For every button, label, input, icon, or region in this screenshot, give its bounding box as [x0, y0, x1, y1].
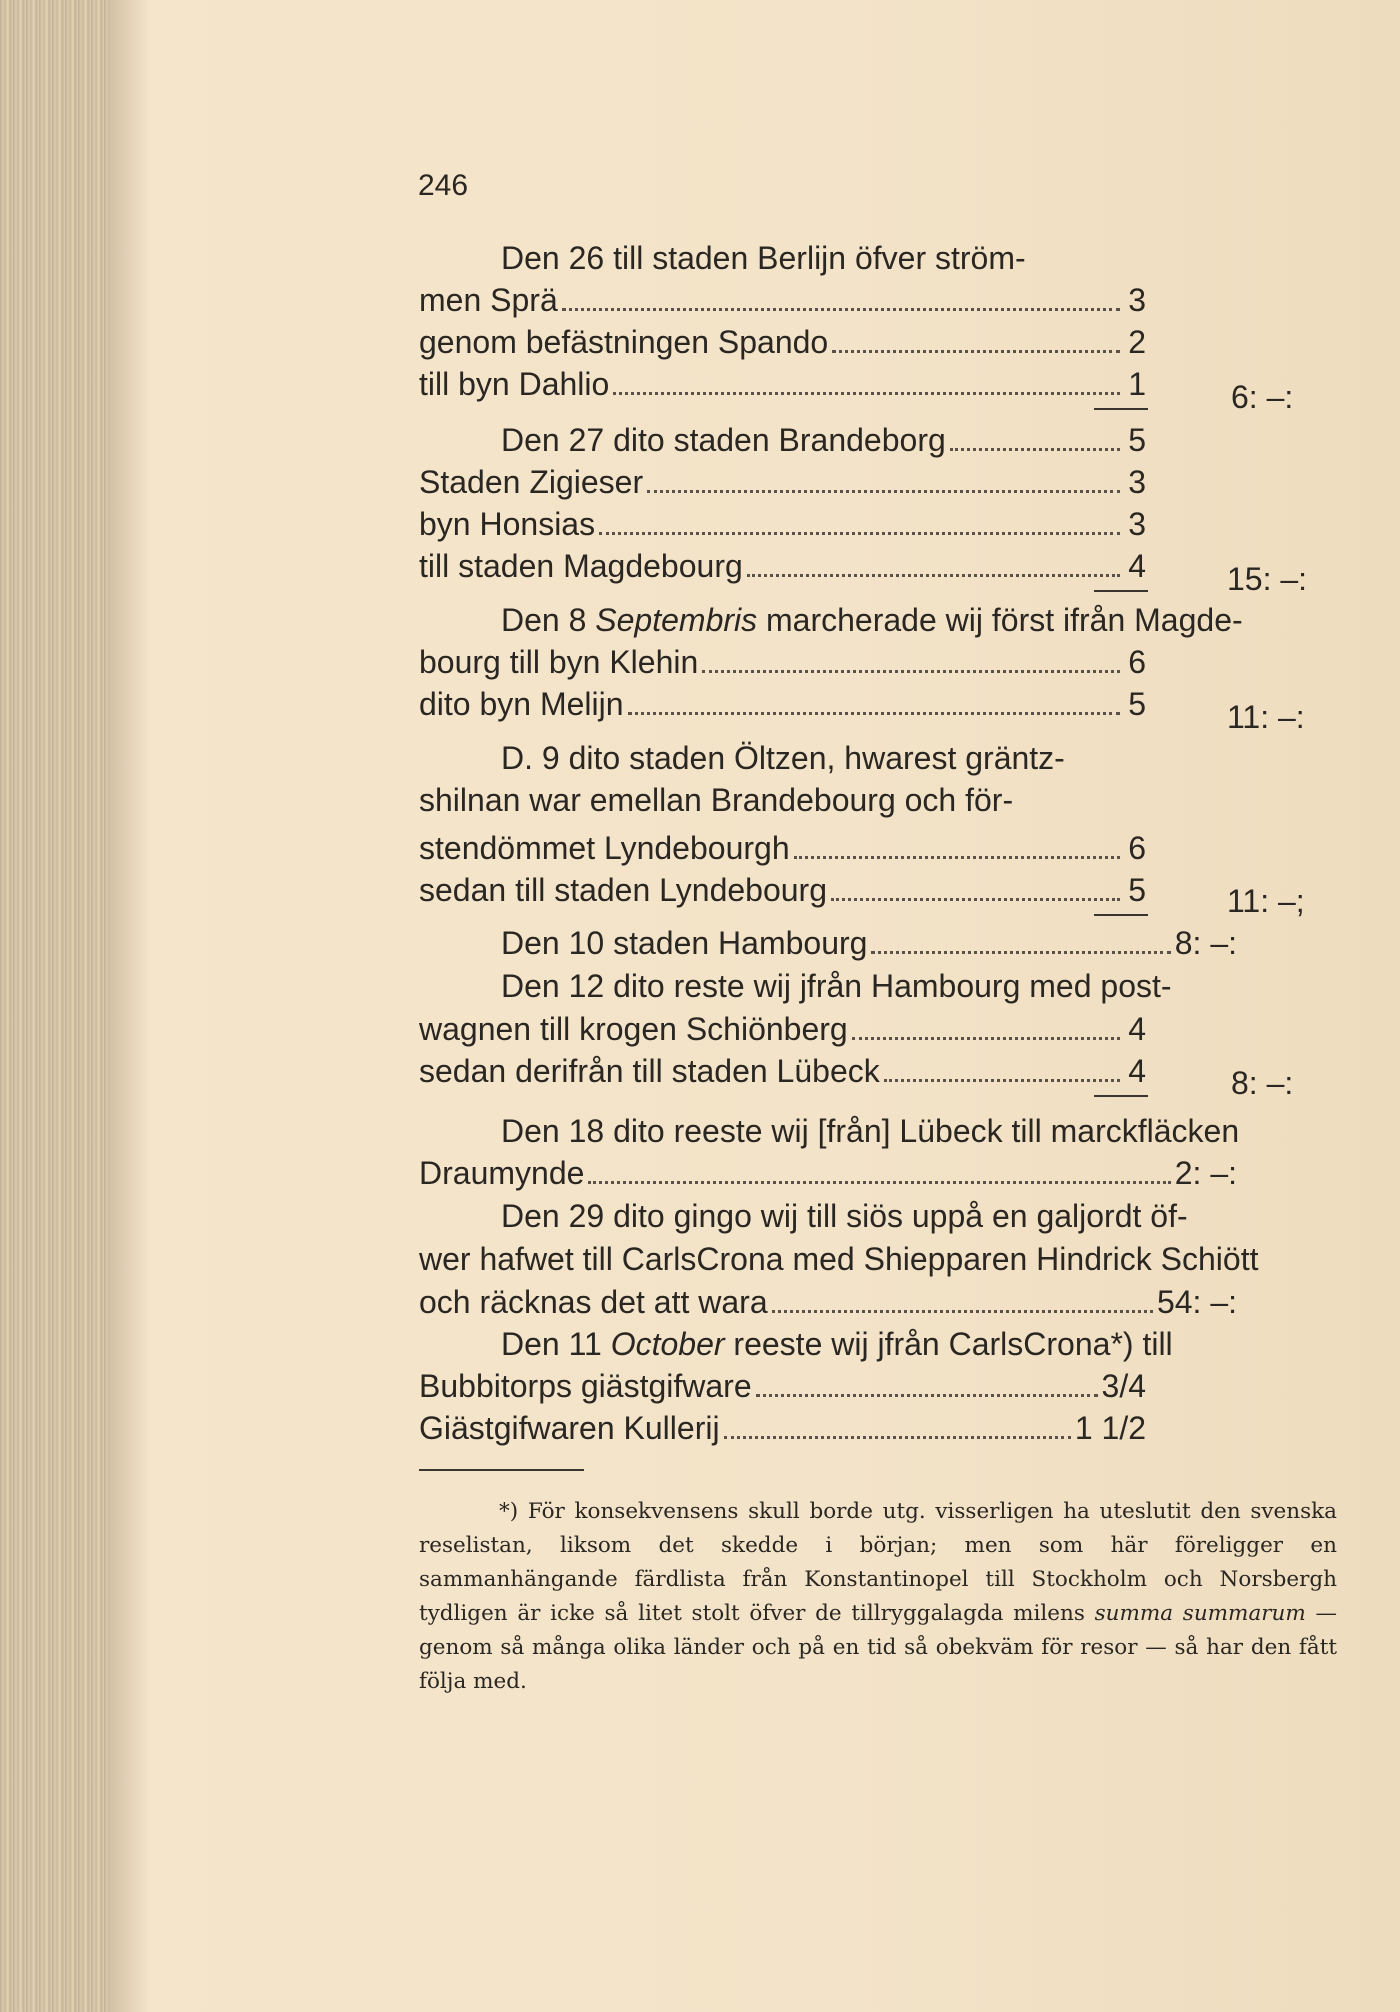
entry-text: Den 11	[501, 1326, 611, 1362]
itinerary-row	[419, 641, 1146, 683]
entry-text: dito byn Melijn	[419, 686, 624, 722]
itinerary-row	[419, 683, 1146, 725]
entry-paragraph	[419, 237, 1337, 279]
itinerary-row	[419, 545, 1146, 587]
entry-text-italic: Septembris	[595, 602, 758, 638]
entry-text: wagnen till krogen Schiönberg	[419, 1011, 848, 1047]
entry-text: Draumynde	[419, 1155, 585, 1191]
entry-text: Den 26 till staden Berlijn öfver ström-	[501, 240, 1026, 276]
entry-text-italic: October	[610, 1326, 725, 1362]
entry-text: bourg till byn Klehin	[419, 644, 699, 680]
entry-paragraph	[419, 1110, 1337, 1152]
entry-text: D. 9 dito staden Öltzen, hwarest gräntz-	[501, 740, 1065, 776]
entry-text: wer hafwet till CarlsCrona med Shiepparen Hindrick Schiött	[419, 1241, 1259, 1277]
leader-dots	[647, 490, 1120, 493]
distance-value: 3	[1128, 464, 1146, 500]
footnote-text: För konsekvensens skull borde utg. visserligen ha uteslutit den svenska reselistan, liksom det skedde i början; men som här föreligger en sammanhängande färdlista från Konstantinopel till Stockholm och Norsbergh tydligen är icke så litet stolt öfver de tillryggalagda milens	[419, 1499, 1337, 1626]
entry-text: genom befästningen Spando	[419, 324, 829, 360]
entry-text: och räcknas det att wara	[419, 1284, 768, 1320]
distance-value: 3	[1128, 282, 1146, 318]
entry-text: Den 10 staden Hambourg	[501, 925, 868, 961]
leader-dots	[562, 308, 1120, 311]
itinerary-row	[419, 1050, 1146, 1092]
entry-paragraph	[419, 1195, 1337, 1237]
footnote-marker: *)	[499, 1499, 519, 1524]
distance-value: 4	[1128, 1011, 1146, 1047]
entry-text: Den 12 dito reste wij jfrån Hambourg med post-	[501, 968, 1172, 1004]
itinerary-row	[419, 1365, 1146, 1407]
leader-dots	[613, 392, 1120, 395]
itinerary-row	[419, 461, 1146, 503]
leader-dots	[884, 1079, 1120, 1082]
leader-dots	[832, 350, 1120, 353]
itinerary-row	[419, 869, 1146, 911]
itinerary-row	[419, 419, 1146, 461]
subtotal: 8: –:	[1231, 1065, 1294, 1101]
leader-dots	[599, 532, 1120, 535]
leader-dots	[588, 1181, 1170, 1184]
distance-value: 5	[1128, 872, 1146, 908]
leader-dots	[871, 951, 1170, 954]
entry-text: Bubbitorps giästgifware	[419, 1368, 752, 1404]
itinerary-row	[419, 363, 1146, 405]
page-number: 246	[418, 169, 469, 202]
entry-text: stendömmet Lyndebourgh	[419, 830, 790, 866]
entry-text: Den 8	[501, 602, 596, 638]
entry-paragraph	[419, 599, 1337, 641]
distance-value: 2: –:	[1174, 1155, 1237, 1191]
entry-text: Den 27 dito staden Brandeborg	[501, 422, 946, 458]
entry-text: reeste wij jfrån CarlsCrona*) till	[724, 1326, 1173, 1362]
leader-dots	[831, 898, 1120, 901]
sum-rule	[1094, 590, 1148, 592]
leader-dots	[702, 670, 1120, 673]
entry-text: sedan till staden Lyndebourg	[419, 872, 827, 908]
entry-text: till byn Dahlio	[419, 366, 610, 402]
distance-value: 3	[1128, 506, 1146, 542]
distance-value: 1 1/2	[1074, 1410, 1146, 1446]
distance-value: 6	[1128, 644, 1146, 680]
entry-text: Den 18 dito reeste wij [från] Lübeck till marckfläcken	[501, 1113, 1240, 1149]
footnote-rule	[419, 1469, 584, 1471]
distance-value: 6	[1128, 830, 1146, 866]
leader-dots	[628, 712, 1120, 715]
sum-rule	[1094, 1095, 1148, 1097]
distance-value: 5	[1128, 686, 1146, 722]
itinerary-row	[419, 1407, 1146, 1449]
entry-text: Giästgifwaren Kullerij	[419, 1410, 720, 1446]
itinerary-row	[419, 321, 1146, 363]
distance-value: 4	[1128, 548, 1146, 584]
entry-text: Staden Zigieser	[419, 464, 644, 500]
entry-text: Den 29 dito gingo wij till siös uppå en galjordt öf-	[501, 1198, 1188, 1234]
subtotal: 11: –:	[1227, 699, 1305, 735]
entry-paragraph	[419, 1238, 1337, 1280]
entry-paragraph	[419, 779, 1337, 821]
subtotal: 11: –;	[1227, 883, 1305, 919]
itinerary-row	[419, 1152, 1237, 1194]
distance-value: 54: –:	[1156, 1284, 1237, 1320]
entry-paragraph	[419, 1323, 1337, 1365]
itinerary-row	[419, 827, 1146, 869]
leader-dots	[724, 1436, 1071, 1439]
entry-text: marcherade wij först ifrån Magde-	[757, 602, 1243, 638]
distance-value: 3/4	[1101, 1368, 1146, 1404]
itinerary-row	[419, 279, 1146, 321]
footnote-text: — genom så många olika länder och på en tid så obekväm för resor — så har den fått följa med.	[419, 1601, 1337, 1694]
distance-value: 8: –:	[1174, 925, 1237, 961]
subtotal: 15: –:	[1227, 561, 1308, 597]
itinerary-row	[419, 1008, 1146, 1050]
leader-dots	[950, 448, 1120, 451]
entry-text: sedan derifrån till staden Lübeck	[419, 1053, 880, 1089]
leader-dots	[772, 1310, 1153, 1313]
sum-rule	[1094, 408, 1148, 410]
itinerary-row	[419, 922, 1237, 964]
itinerary-row	[419, 503, 1146, 545]
entry-text: byn Honsias	[419, 506, 596, 542]
distance-value: 2	[1128, 324, 1146, 360]
leader-dots	[747, 574, 1120, 577]
sum-rule	[1094, 914, 1148, 916]
entry-paragraph	[419, 965, 1337, 1007]
footnote-text-italic: summa summarum	[1094, 1601, 1306, 1626]
distance-value: 1	[1128, 366, 1146, 402]
distance-value: 5	[1128, 422, 1146, 458]
footnote	[419, 1495, 1337, 1699]
entry-paragraph	[419, 737, 1337, 779]
itinerary-row	[419, 1281, 1237, 1323]
entry-text: shilnan war emellan Brandebourg och för-	[419, 782, 1014, 818]
entry-text: till staden Magdebourg	[419, 548, 743, 584]
distance-value: 4	[1128, 1053, 1146, 1089]
subtotal: 6: –:	[1231, 379, 1294, 415]
leader-dots	[794, 856, 1120, 859]
leader-dots	[756, 1394, 1098, 1397]
entry-text: men Sprä	[419, 282, 558, 318]
leader-dots	[852, 1037, 1120, 1040]
